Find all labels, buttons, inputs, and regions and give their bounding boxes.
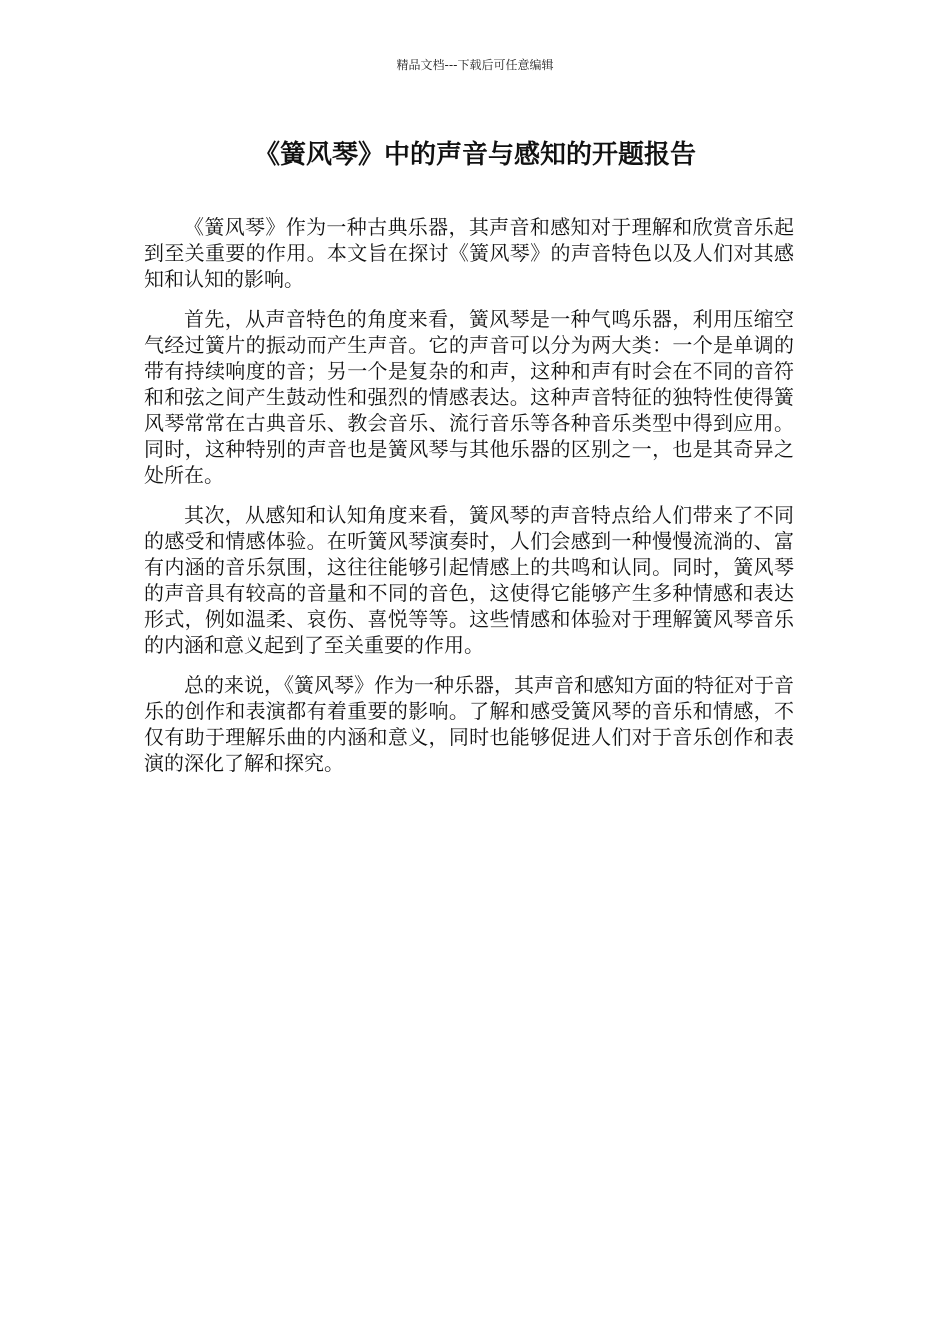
paragraph-perception: 其次，从感知和认知角度来看，簧风琴的声音特点给人们带来了不同的感受和情感体验。在听簧风琴演奏时，人们会感到一种慢慢流淌的、富有内涵的音乐氛围，这往往能够引起情感上的共鸣和认同。同时，簧风琴的声音具有较高的音量和不同的音色，这使得它能够产生多种情感和表达形式，例如温柔、哀伤、喜悦等等。这些情感和体验对于理解簧风琴音乐的内涵和意义起到了至关重要的作用。 [144,503,794,657]
document-title: 《簧风琴》中的声音与感知的开题报告 [253,140,696,170]
paragraph-intro: 《簧风琴》作为一种古典乐器，其声音和感知对于理解和欣赏音乐起到至关重要的作用。本文旨在探讨《簧风琴》的声音特色以及人们对其感知和认知的影响。 [144,215,794,291]
page-header: 精品文档---下载后可任意编辑 [396,58,554,72]
paragraph-conclusion: 总的来说，《簧风琴》作为一种乐器，其声音和感知方面的特征对于音乐的创作和表演都有着重要的影响。了解和感受簧风琴的音乐和情感，不仅有助于理解乐曲的内涵和意义，同时也能够促进人们对于音乐创作和表演的深化了解和探究。 [144,673,794,775]
document-body [144,214,794,790]
paragraph-sound-features: 首先，从声音特色的角度来看，簧风琴是一种气鸣乐器，利用压缩空气经过簧片的振动而产生声音。它的声音可以分为两大类：一个是单调的带有持续响度的音；另一个是复杂的和声，这种和声有时会在不同的音符和和弦之间产生鼓动性和强烈的情感表达。这种声音特征的独特性使得簧风琴常常在古典音乐、教会音乐、流行音乐等各种音乐类型中得到应用。同时，这种特别的声音也是簧风琴与其他乐器的区别之一，也是其奇异之处所在。 [144,307,794,487]
